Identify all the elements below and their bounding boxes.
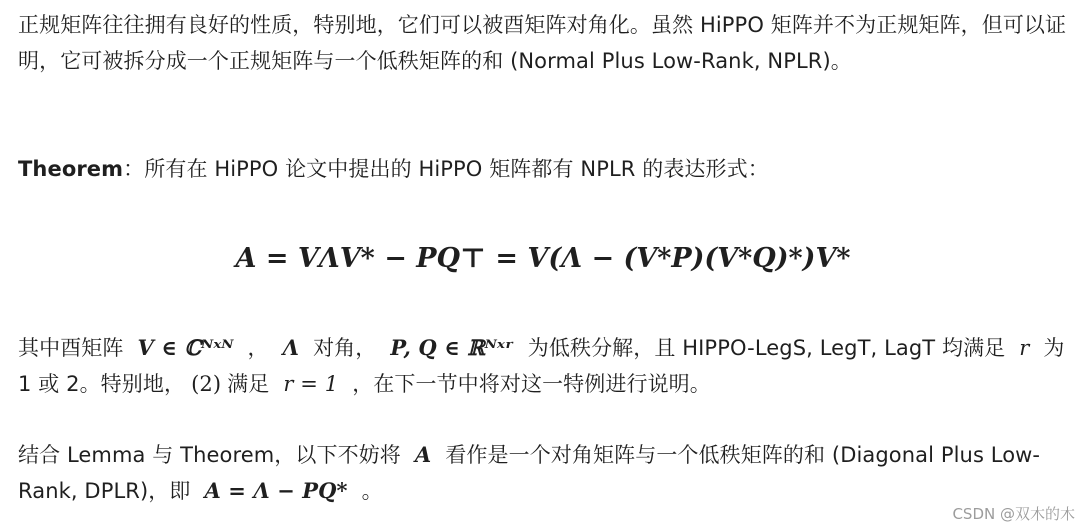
- text: 为低秩分解，且 HIPPO-LegS, LegT, LagT 均满足: [527, 336, 1006, 360]
- math-r: r: [1019, 336, 1030, 360]
- text: 对角，: [313, 336, 377, 360]
- math-a: A: [414, 442, 432, 467]
- theorem-paragraph: [18, 151, 1068, 187]
- intro-paragraph: 正规矩阵往往拥有良好的性质，特别地，它们可以被酉矩阵对角化。虽然 HiPPO 矩阵并不为正规矩阵，但可以证明，它可被拆分成一个正规矩阵与一个低秩矩阵的和 (Normal Plus Low-Rank, NPLR)。: [18, 13, 1067, 73]
- text: ，: [247, 336, 269, 360]
- theorem-label: Theorem: [18, 157, 124, 181]
- math-pq: P, Q ∈ ℝᴺˣʳ: [390, 335, 514, 360]
- text: 。: [361, 479, 383, 503]
- text: 其中酉矩阵: [18, 336, 124, 360]
- text: 满足: [227, 372, 270, 396]
- text: 看作是一个对角矩阵与一个低秩矩阵的和 (Diagonal Plus Low-Rank, DPLR)，即: [18, 443, 1041, 503]
- npl-formula: A = VΛV* − PQ⊤ = V(Λ − (V*P)(V*Q)*)V*: [235, 243, 851, 274]
- math-v: V ∈ ℂᴺˣᴺ: [137, 335, 234, 360]
- dplr-paragraph: [18, 437, 1068, 509]
- math-lambda: Λ: [282, 335, 300, 360]
- article-body: [18, 7, 1068, 509]
- math-dplr: A = Λ − PQ*: [204, 478, 348, 503]
- definition-paragraph: [18, 330, 1068, 402]
- text: 为 1 或 2。特别地，: [18, 336, 1065, 396]
- theorem-text: ：所有在 HiPPO 论文中提出的 HiPPO 矩阵都有 NPLR 的表达形式：: [123, 157, 769, 181]
- equation-ref: (2): [191, 372, 222, 396]
- text: 结合 Lemma 与 Theorem，以下不妨将: [18, 443, 401, 467]
- csdn-watermark: CSDN @双木的木: [952, 505, 1075, 523]
- math-r-eq: r = 1: [283, 372, 339, 396]
- text: ，在下一节中将对这一特例进行说明。: [352, 372, 711, 396]
